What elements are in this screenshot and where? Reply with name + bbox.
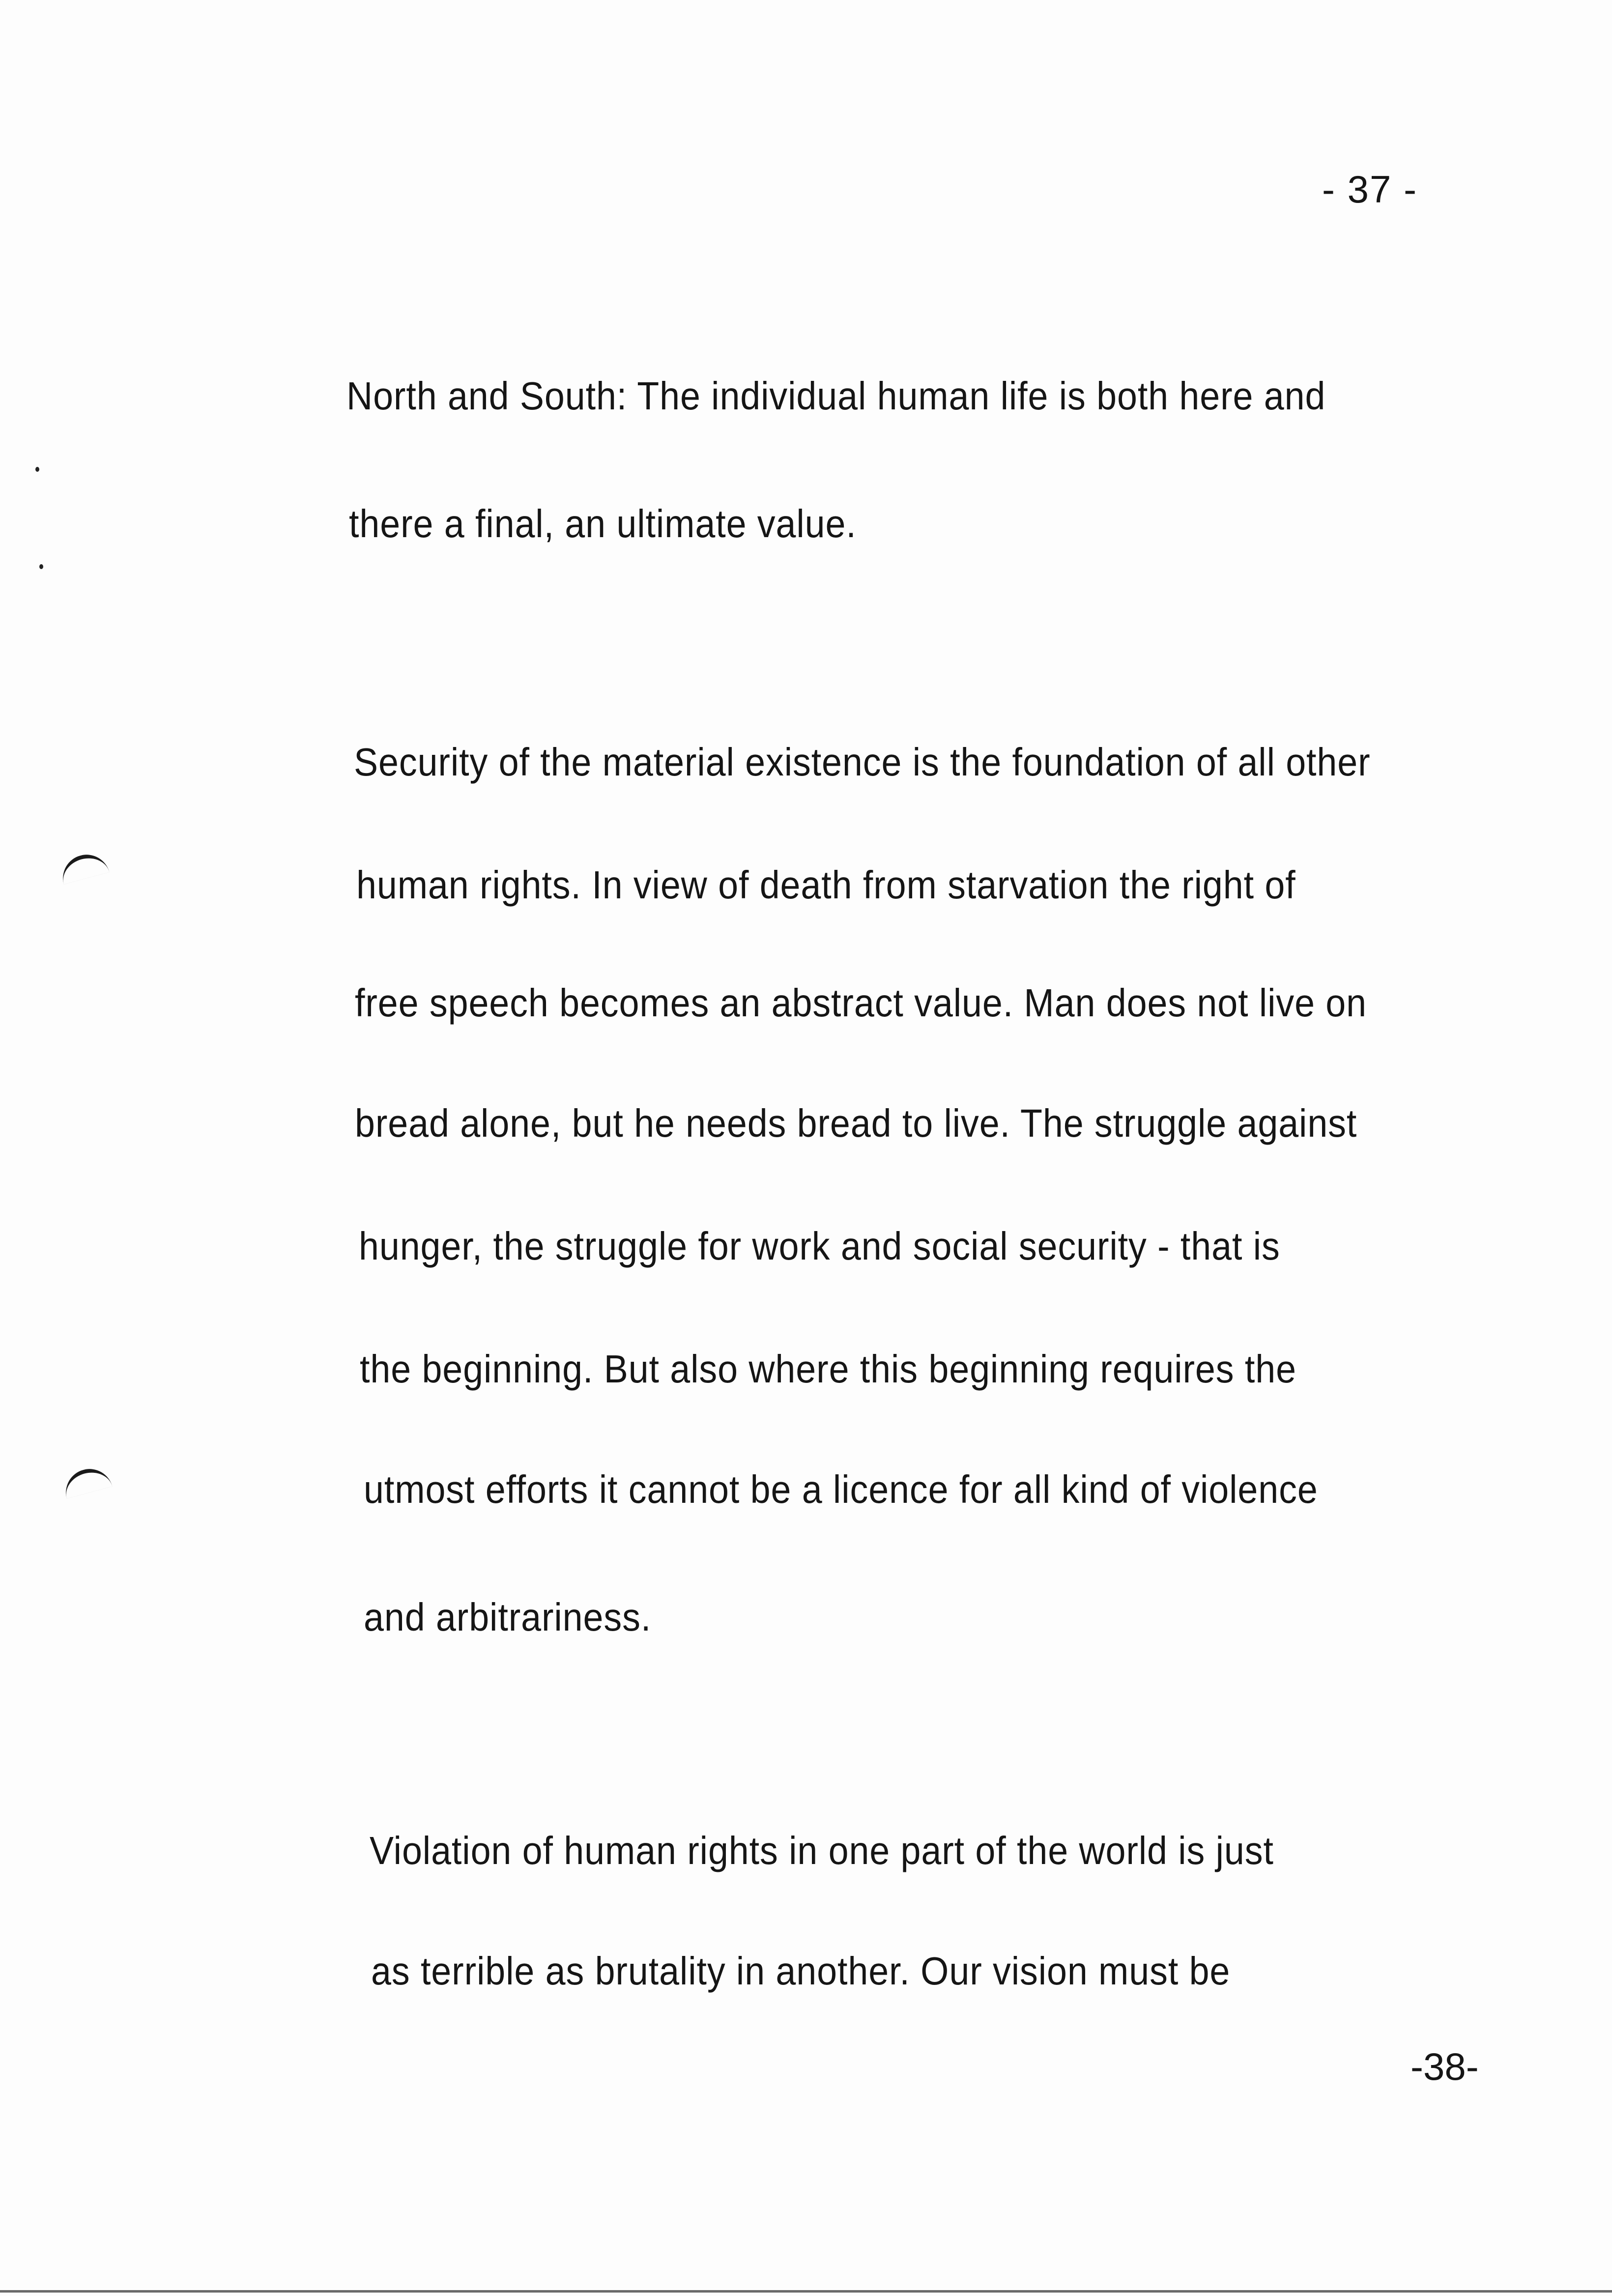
punch-hole-mark — [58, 849, 109, 884]
paragraph-2-line-5: hunger, the struggle for work and social security - that is — [359, 1224, 1280, 1268]
paragraph-2-line-8: and arbitrariness. — [364, 1595, 652, 1639]
paragraph-2-line-6: the beginning. But also where this beginning requires the — [360, 1347, 1296, 1391]
paragraph-2-line-7: utmost efforts it cannot be a licence for all kind of violence — [364, 1467, 1318, 1511]
paragraph-2-line-1: Security of the material existence is the foundation of all other — [354, 740, 1371, 784]
paragraph-1-line-2: there a final, an ultimate value. — [349, 502, 857, 545]
paragraph-3-line-2: as terrible as brutality in another. Our vision must be — [371, 1949, 1231, 1993]
continuation-marker: -38- — [1410, 2045, 1479, 2088]
paragraph-1-line-1: North and South: The individual human life is both here and — [346, 374, 1326, 418]
punch-hole-mark — [60, 1464, 112, 1498]
page-number: - 37 - — [1322, 168, 1418, 211]
paragraph-2-line-3: free speech becomes an abstract value. Man does not live on — [355, 981, 1367, 1025]
bottom-border-line — [0, 2290, 1612, 2293]
paragraph-2-line-2: human rights. In view of death from starvation the right of — [356, 863, 1296, 907]
paragraph-2-line-4: bread alone, but he needs bread to live. The struggle against — [355, 1101, 1357, 1145]
paragraph-3-line-1: Violation of human rights in one part of the world is just — [370, 1829, 1274, 1872]
margin-dot — [35, 467, 39, 472]
margin-dot — [39, 564, 43, 569]
